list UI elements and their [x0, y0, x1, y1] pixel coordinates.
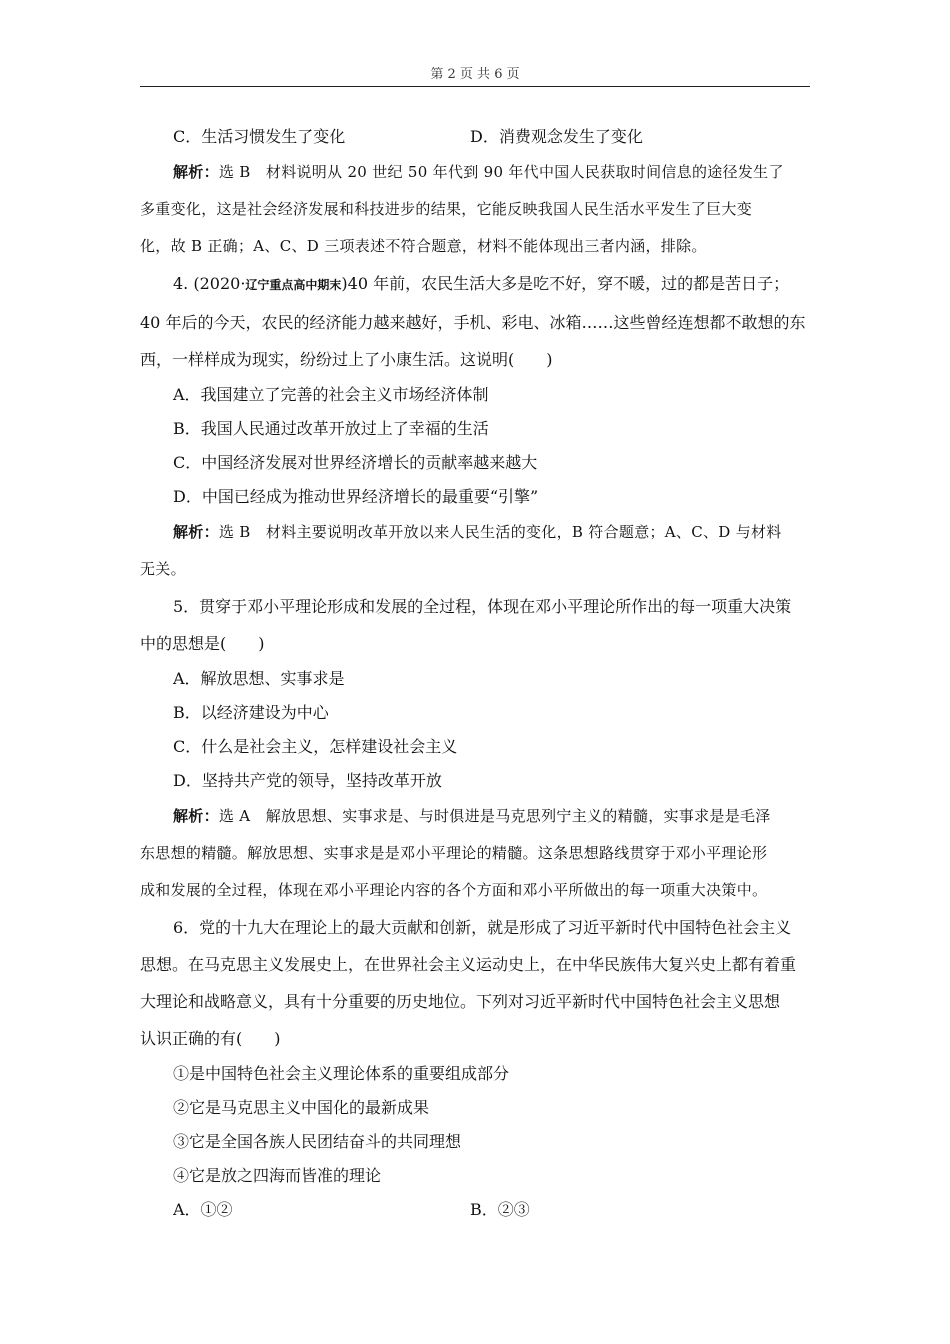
- page-header: [140, 64, 810, 87]
- q5-stem-line-2: 中的思想是( ): [140, 634, 265, 653]
- q3-option-c: C．生活习惯发生了变化: [173, 127, 346, 146]
- analysis-label: 解析：: [173, 523, 219, 541]
- q5-option-b: B．以经济建设为中心: [173, 703, 329, 722]
- q3-analysis-line: [140, 154, 810, 191]
- q4-option-c: C．中国经济发展对世界经济增长的贡献率越来越大: [173, 453, 538, 472]
- q4-number: 4. (2020·: [173, 274, 246, 293]
- q5-analysis-text-2: 东思想的精髓。解放思想、实事求是是邓小平理论的精髓。这条思想路线贯穿于邓小平理论形: [140, 844, 768, 862]
- q4-stem-line-1: [140, 265, 810, 304]
- q6-stem-line-2: 思想。在马克思主义发展史上，在世界社会主义运动史上，在中华民族伟大复兴史上都有着重: [140, 955, 797, 974]
- q4-option-d: D．中国已经成为推动世界经济增长的最重要“引擎”: [173, 487, 539, 506]
- q4-option-b: B．我国人民通过改革开放过上了幸福的生活: [173, 419, 489, 438]
- q6-option-a: A．①②: [173, 1200, 233, 1219]
- q4-stem-line-3: 西，一样样成为现实，纷纷过上了小康生活。这说明( ): [140, 350, 553, 369]
- q6-item-3: ③它是全国各族人民团结奋斗的共同理想: [173, 1132, 462, 1151]
- q6-options-ab: [140, 1193, 810, 1227]
- q6-stem-line-3: 大理论和战略意义，具有十分重要的历史地位。下列对习近平新时代中国特色社会主义思想: [140, 992, 781, 1011]
- q3-options-cd: [140, 120, 810, 154]
- q6-item-1: ①是中国特色社会主义理论体系的重要组成部分: [173, 1064, 510, 1083]
- q3-analysis-text-3: 化，故 B 正确；A、C、D 三项表述不符合题意，材料不能体现出三者内涵，排除。: [140, 237, 707, 255]
- q5-option-d: D．坚持共产党的领导，坚持改革开放: [173, 771, 442, 790]
- q6-option-b: B．②③: [470, 1200, 530, 1219]
- q5-option-c: C．什么是社会主义，怎样建设社会主义: [173, 737, 458, 756]
- page-number: 第 2 页 共 6 页: [430, 67, 520, 82]
- q6-stem-line-1: 6．党的十九大在理论上的最大贡献和创新，就是形成了习近平新时代中国特色社会主义: [173, 918, 792, 937]
- q3-option-d: D．消费观念发生了变化: [470, 127, 643, 146]
- q5-option-a: A．解放思想、实事求是: [173, 669, 345, 688]
- analysis-label: 解析：: [173, 163, 219, 181]
- q3-analysis-text-2: 多重变化，这是社会经济发展和科技进步的结果，它能反映我国人民生活水平发生了巨大变: [140, 200, 753, 218]
- q4-option-a: A．我国建立了完善的社会主义市场经济体制: [173, 385, 489, 404]
- q4-stem-text-1: )40 年前，农民生活大多是吃不好，穿不暖，过的都是苦日子；: [341, 274, 790, 293]
- q4-source: 辽宁重点高中期末: [245, 278, 342, 292]
- q6-item-2: ②它是马克思主义中国化的最新成果: [173, 1098, 430, 1117]
- q6-stem-line-4: 认识正确的有( ): [140, 1029, 281, 1048]
- q4-analysis-text-2: 无关。: [140, 560, 186, 578]
- q4-analysis-text-1: 选 B 材料主要说明改革开放以来人民生活的变化，B 符合题意；A、C、D 与材料: [218, 523, 782, 541]
- q5-analysis-line: [140, 798, 810, 835]
- q5-stem-line-1: 5．贯穿于邓小平理论形成和发展的全过程，体现在邓小平理论所作出的每一项重大决策: [173, 597, 792, 616]
- document-body: [140, 120, 810, 1227]
- q4-analysis-line: [140, 514, 810, 551]
- q5-analysis-text-1: 选 A 解放思想、实事求是、与时俱进是马克思列宁主义的精髓，实事求是是毛泽: [218, 807, 771, 825]
- analysis-label: 解析：: [173, 807, 219, 825]
- q6-item-4: ④它是放之四海而皆准的理论: [173, 1166, 382, 1185]
- q3-analysis-text-1: 选 B 材料说明从 20 世纪 50 年代到 90 年代中国人民获取时间信息的途径发生了: [218, 163, 784, 181]
- q5-analysis-text-3: 成和发展的全过程，体现在邓小平理论内容的各个方面和邓小平所做出的每一项重大决策中。: [140, 881, 768, 899]
- q4-stem-line-2: 40 年后的今天，农民的经济能力越来越好，手机、彩电、冰箱……这些曾经连想都不敢想的东: [140, 313, 806, 332]
